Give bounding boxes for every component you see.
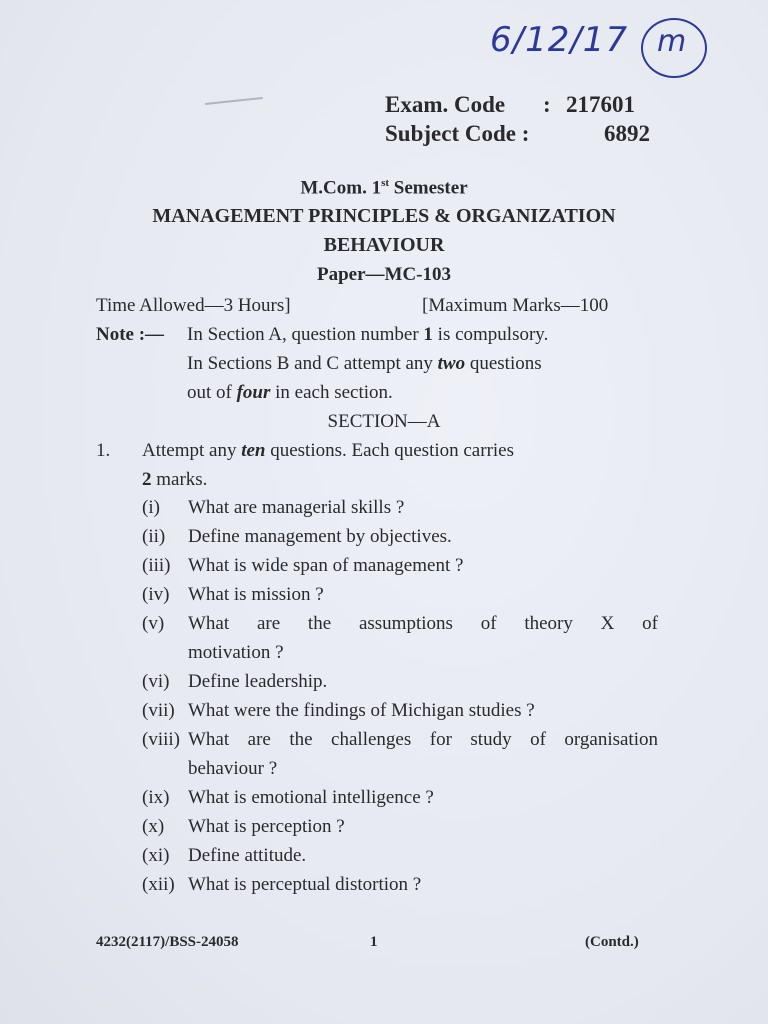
question-item-number: (iii) xyxy=(142,555,171,576)
question-item-text: What are managerial skills ? xyxy=(188,497,405,518)
course-title-line1: MANAGEMENT PRINCIPLES & ORGANIZATION xyxy=(152,205,616,227)
question-item-number: (xii) xyxy=(142,874,175,895)
exam-code-sep: : xyxy=(543,92,551,117)
semester-number: 1 xyxy=(371,177,382,199)
footer-code: 4232(2117)/BSS-24058 xyxy=(96,934,239,950)
section-a-heading: SECTION—A xyxy=(327,411,441,432)
note-line1-b: is compulsory. xyxy=(432,324,549,345)
question-1-marks xyxy=(142,469,207,491)
note-line1-a: In Section A, question number xyxy=(187,324,424,345)
question-item-text: What are the challenges for study of organisation xyxy=(188,729,658,750)
question-1-text xyxy=(142,440,514,462)
question-item-number: (iv) xyxy=(142,584,170,605)
question-item-number: (ix) xyxy=(142,787,170,808)
note-line2-em: two xyxy=(437,353,466,374)
question-item-continuation: behaviour ? xyxy=(188,758,278,779)
footer-page-number: 1 xyxy=(370,934,378,950)
question-item-number: (xi) xyxy=(142,845,170,866)
question-1-marks-bold: 2 xyxy=(142,469,152,490)
question-1-number: 1. xyxy=(96,440,111,461)
question-item-number: (viii) xyxy=(142,729,180,750)
subject-code-label: Subject Code : xyxy=(385,121,530,146)
semester-line xyxy=(0,177,768,199)
question-item-number: (ii) xyxy=(142,526,166,547)
question-item-number: (x) xyxy=(142,816,165,837)
question-item-text: Define leadership. xyxy=(188,671,328,692)
handwritten-initial: m xyxy=(657,24,688,59)
question-1-text-b: questions. Each question carries xyxy=(265,440,514,461)
question-item-number: (vii) xyxy=(142,700,175,721)
question-item-number: (vi) xyxy=(142,671,170,692)
note-label: Note :— xyxy=(96,324,165,345)
subject-code-value: 6892 xyxy=(604,121,650,146)
note-line1 xyxy=(187,324,548,346)
question-item-number: (i) xyxy=(142,497,160,518)
question-item-text: Define attitude. xyxy=(188,845,307,866)
question-item-text: What were the findings of Michigan studies ? xyxy=(188,700,535,721)
question-item-text: What is emotional intelligence ? xyxy=(188,787,434,808)
semester-suffix: st xyxy=(381,177,390,189)
note-line1-bold: 1 xyxy=(423,324,433,345)
question-1-text-a: Attempt any xyxy=(142,440,242,461)
exam-code-label: Exam. Code xyxy=(385,92,506,117)
footer-contd: (Contd.) xyxy=(585,934,639,950)
note-line3-b: in each section. xyxy=(270,382,393,403)
note-line2-a: In Sections B and C attempt any xyxy=(187,353,438,374)
question-item-text: What is mission ? xyxy=(188,584,324,605)
question-item-text: What is perceptual distortion ? xyxy=(188,874,422,895)
paper-code: Paper—MC-103 xyxy=(316,264,452,285)
note-line3-em: four xyxy=(236,382,271,403)
exam-code-value: 217601 xyxy=(566,92,635,117)
handwritten-date: 6/12/17 xyxy=(490,20,629,60)
question-item-text: What is perception ? xyxy=(188,816,345,837)
question-item-text: What is wide span of management ? xyxy=(188,555,464,576)
maximum-marks: [Maximum Marks—100 xyxy=(422,295,609,316)
note-line2 xyxy=(187,353,542,375)
pen-mark xyxy=(205,97,263,105)
question-item-text: Define management by objectives. xyxy=(188,526,452,547)
question-1-em: ten xyxy=(241,440,266,461)
question-item-number: (v) xyxy=(142,613,165,634)
course-title-line2: BEHAVIOUR xyxy=(323,234,445,256)
question-1-marks-text: marks. xyxy=(151,469,208,490)
time-allowed: Time Allowed—3 Hours] xyxy=(96,295,291,316)
program: M.Com. xyxy=(300,177,367,199)
question-item-text: What are the assumptions of theory X of xyxy=(188,613,658,634)
note-line2-b: questions xyxy=(465,353,542,374)
note-line3 xyxy=(187,382,393,404)
question-item-continuation: motivation ? xyxy=(188,642,284,663)
note-line3-a: out of xyxy=(187,382,237,403)
semester-word: Semester xyxy=(393,177,468,199)
